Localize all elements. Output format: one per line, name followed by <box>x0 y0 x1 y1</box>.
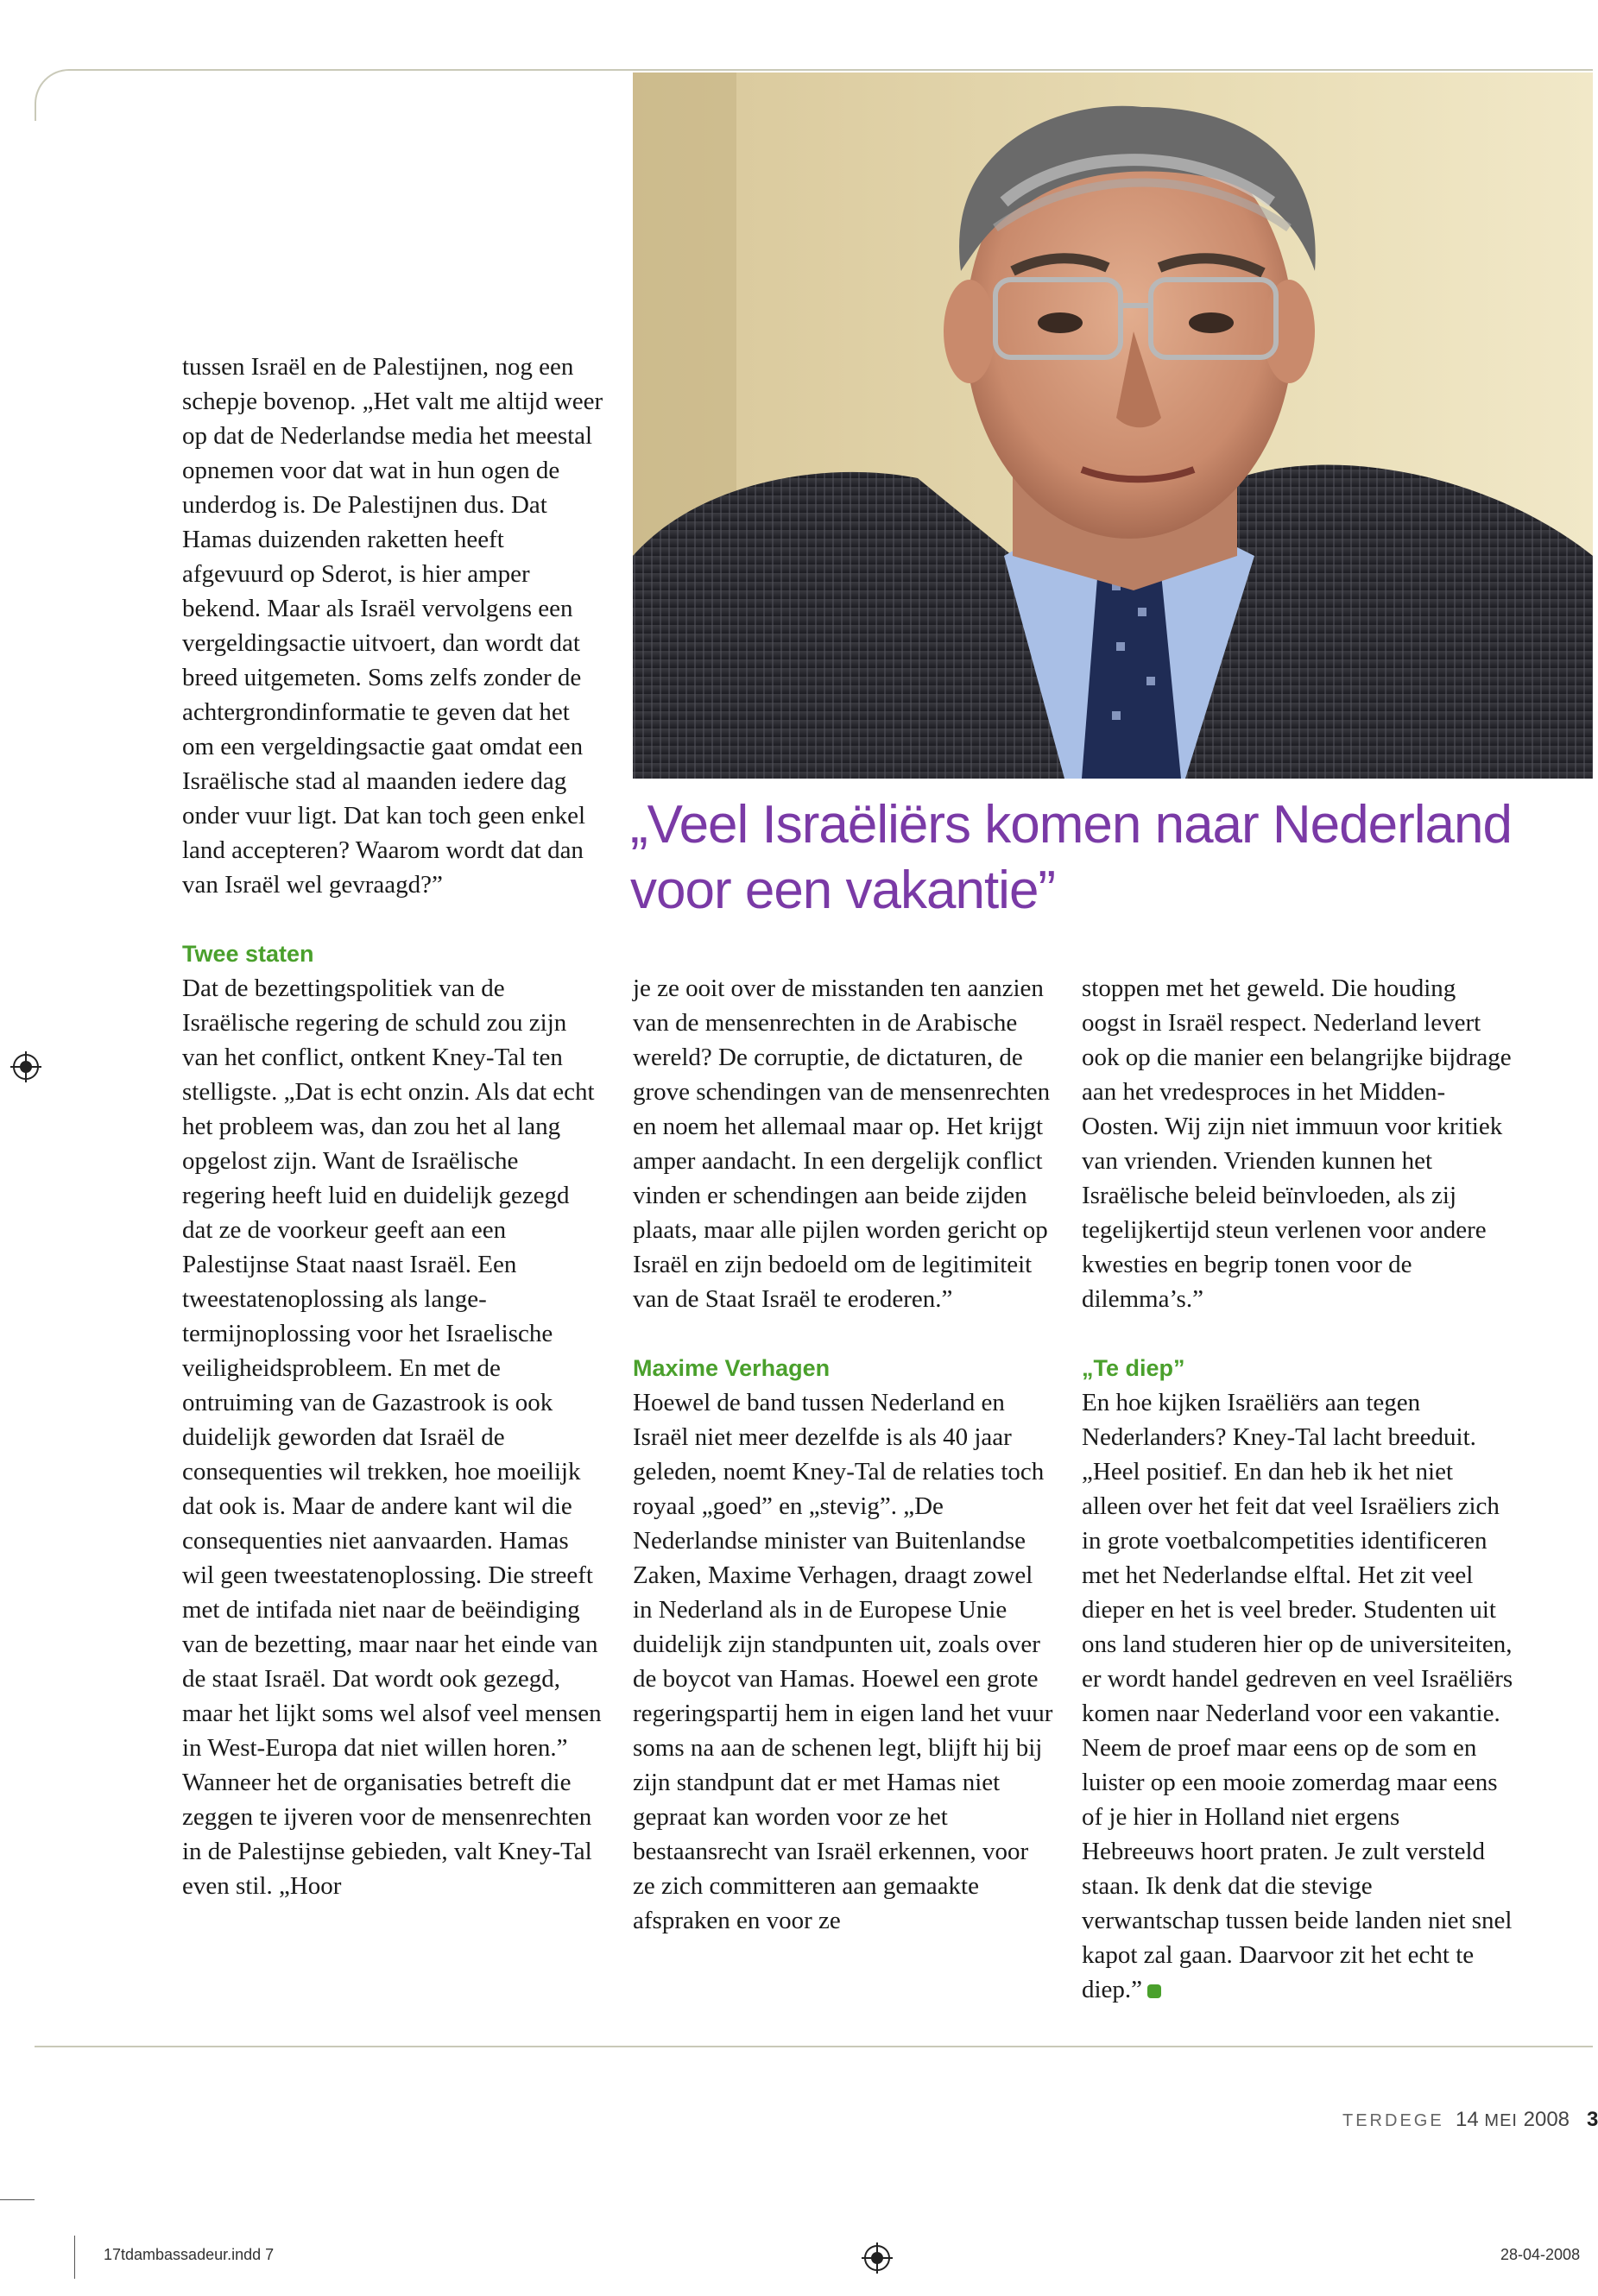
closing-paragraph-text: En hoe kijken Israëliërs aan tegen Nederlanders? Kney-Tal lacht breeduit. „Heel positief. En dan heb ik het niet alleen over het feit dat veel Israëliers zich in grote voetbalcompetities identificeren met het Nederlandse elftal. Het zit veel dieper en het is veel breder. Studenten uit ons land studeren hier op de universiteiten, er wordt handel gedreven en veel Israëliërs komen naar Nederland voor een vakantie. Neem de proef maar eens op de som en luister op een mooie zomerdag maar eens of je hier in Holland niet ergens Hebreeuws hoort praten. Je zult versteld staan. Ik denk dat die stevige verwantschap tussen beide landen niet snel kapot zal gaan. Daarvoor zit het echt te diep.” <box>1082 1389 1513 2003</box>
portrait-photo <box>633 73 1593 779</box>
column-3-paragraph <box>1082 1385 1513 2007</box>
registration-mark-icon <box>862 2242 893 2274</box>
crop-mark <box>74 2236 75 2279</box>
pull-quote: „Veel Israëliërs komen naar Nederland voor een vakantie” <box>630 795 1512 920</box>
article-column-2 <box>633 971 1056 1938</box>
print-file-name: 17tdambassadeur.indd 7 <box>104 2246 275 2263</box>
column-1-paragraph: Wanneer het de organisaties betreft die zeggen te ijveren voor de mensenrechten in de Palestijnse gebieden, valt Kney-Tal even stil. „Hoor <box>182 1769 592 1900</box>
issue-year: 2008 <box>1523 2108 1570 2131</box>
magazine-brand: TERDEGE <box>1342 2111 1444 2130</box>
subheading-te-diep: „Te diep” <box>1082 1355 1185 1381</box>
article-column-3 <box>1082 971 1513 2007</box>
column-2-paragraph: je ze ooit over de misstanden ten aanzien van de mensenrechten in de Arabische wereld? De corruptie, de dictaturen, de grove schendingen van de mensenrechten en noem het allemaal maar op. Het krijgt amper aandacht. In een dergelijk conflict vinden er schendingen aan beide zijden plaats, maar alle pijlen worden gericht op Israël en zijn bedoeld om de legitimiteit van de Staat Israël te eroderen.” <box>633 975 1051 1313</box>
column-1-paragraph: tussen Israël en de Palestijnen, nog een schepje bovenop. „Het valt me altijd weer op dat de Nederlandse media het meestal opnemen voor dat wat in hun ogen de underdog is. De Palestijnen dus. Dat Hamas duizenden raketten heeft afgevuurd op Sderot, is hier amper bekend. Maar als Israël vervolgens een vergeldingsactie uitvoert, dan wordt dat breed uitgemeten. Soms zelfs zonder de achtergrondinformatie te geven dat het om een vergeldingsactie gaat omdat een Israëlische stad al maanden iedere dag onder vuur ligt. Dat kan toch geen enkel land accepteren? Waarom wordt dat dan van Israël wel gevraagd?” <box>182 353 603 899</box>
article-column-1 <box>182 350 603 1903</box>
column-3-paragraph: stoppen met het geweld. Die houding oogst in Israël respect. Nederland levert ook op die manier een belangrijke bijdrage aan het vredesproces in het Midden-Oosten. Wij zijn niet immuun voor kritiek van vrienden. Vrienden kunnen het Israëlische beleid beïnvloeden, als zij tegelijkertijd steun verlenen voor andere kwesties en begrip tonen voor de dilemma’s.” <box>1082 975 1512 1313</box>
print-date: 28-04-2008 <box>1500 2246 1581 2263</box>
issue-month: MEI <box>1484 2111 1518 2130</box>
page-footer <box>1342 2108 1598 2132</box>
crop-mark <box>0 2199 35 2200</box>
subheading-twee-staten: Twee staten <box>182 941 314 967</box>
page-frame-bottom <box>35 2046 1593 2080</box>
issue-day: 14 <box>1456 2108 1479 2131</box>
end-mark-icon <box>1147 1984 1161 1998</box>
page-number: 3 <box>1587 2108 1598 2131</box>
subheading-maxime-verhagen: Maxime Verhagen <box>633 1355 831 1381</box>
registration-mark-icon <box>10 1051 41 1082</box>
column-2-paragraph: Hoewel de band tussen Nederland en Israël niet meer dezelfde is als 40 jaar geleden, noemt Kney-Tal de relaties toch royaal „goed” en „stevig”. „De Nederlandse minister van Buitenlandse Zaken, Maxime Verhagen, draagt zowel in Nederland als in de Europese Unie duidelijk zijn standpunten uit, zoals over de boycot van Hamas. Hoewel een grote regeringspartij hem in eigen land het vuur soms na aan de schenen legt, blijft hij bij zijn standpunt dat er met Hamas niet gepraat kan worden voor ze het bestaansrecht van Israël erkennen, voor ze zich committeren aan gemaakte afspraken en voor ze <box>633 1389 1053 1934</box>
column-1-paragraph: Dat de bezettingspolitiek van de Israëlische regering de schuld zou zijn van het conflict, ontkent Kney-Tal ten stelligste. „Dat is echt onzin. Als dat echt het probleem was, dan zou het al lang opgelost zijn. Want de Israëlische regering heeft luid en duidelijk gezegd dat ze de voorkeur geeft aan een Palestijnse Staat naast Israël. Een tweestatenoplossing als lange-termijnoplossing voor het Israelische veiligheidsprobleem. En met de ontruiming van de Gazastrook is ook duidelijk geworden dat Israël de consequenties wil trekken, hoe moeilijk dat ook is. Maar de andere kant wil die consequenties niet aanvaarden. Hamas wil geen tweestatenoplossing. Die streeft met de intifada niet naar de beëindiging van de bezetting, maar naar het einde van de staat Israël. Dat wordt ook gezegd, maar het lijkt soms wel alsof veel mensen in West-Europa dat niet willen horen.” <box>182 975 602 1762</box>
